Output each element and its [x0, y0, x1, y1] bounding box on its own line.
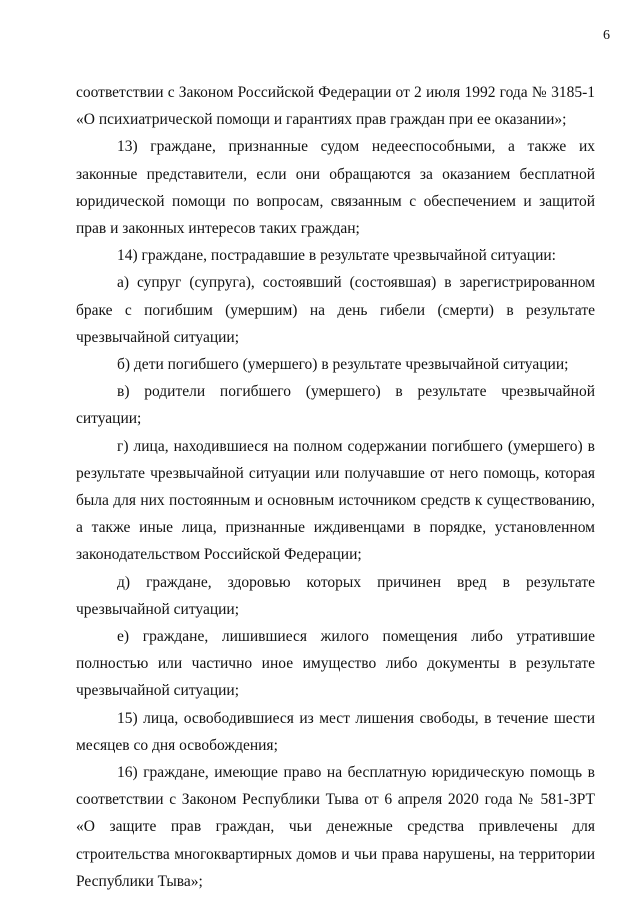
paragraph-subitem-g: г) лица, находившиеся на полном содержании погибшего (умершего) в результате чрезвычайной ситуации или получавшие от него помощь, которая была для них постоянным и основным источником средств к существованию, а также иные лица, признанные иждивенцами в порядке, установленном законодательством Российской Федерации; — [76, 437, 595, 564]
paragraph-subitem-b: б) дети погибшего (умершего) в результате чрезвычайной ситуации; — [117, 356, 569, 374]
paragraph-subitem-v: в) родители погибшего (умершего) в результате чрезвычайной ситуации; — [76, 383, 595, 428]
paragraph-subitem-a: а) супруг (супруга), состоявший (состоявшая) в зарегистрированном браке с погибшим (умершим) на день гибели (смерти) в результате чрезвычайной ситуации; — [76, 274, 595, 346]
paragraph-item-15: 15) лица, освободившиеся из мест лишения свободы, в течение шести месяцев со дня освобождения; — [76, 709, 595, 754]
document-body — [76, 79, 595, 895]
paragraph-item-13: 13) граждане, признанные судом недееспособными, а также их законные представители, если они обращаются за оказанием бесплатной юридической помощи по вопросам, связанным с обеспечением и защитой прав и законных интересов таких граждан; — [76, 138, 595, 238]
paragraph-continuation: соответствии с Законом Российской Федерации от 2 июля 1992 года № 3185-1 «О психиатрической помощи и гарантиях прав граждан при ее оказании»; — [76, 84, 595, 129]
paragraph-item-16: 16) граждане, имеющие право на бесплатную юридическую помощь в соответствии с Законом Республики Тыва от 6 апреля 2020 года № 581-ЗРТ «О защите прав граждан, чьи денежные средства привлечены для строительства многоквартирных домов и чьи права нарушены, на территории Республики Тыва»; — [76, 764, 595, 890]
paragraph-subitem-e: е) граждане, лишившиеся жилого помещения либо утратившие полностью или частично иное имущество либо документы в результате чрезвычайной ситуации; — [76, 628, 595, 700]
page-number: 6 — [603, 28, 610, 43]
paragraph-subitem-d: д) граждане, здоровью которых причинен вред в результате чрезвычайной ситуации; — [76, 573, 595, 618]
paragraph-item-14: 14) граждане, пострадавшие в результате чрезвычайной ситуации: — [117, 247, 556, 265]
